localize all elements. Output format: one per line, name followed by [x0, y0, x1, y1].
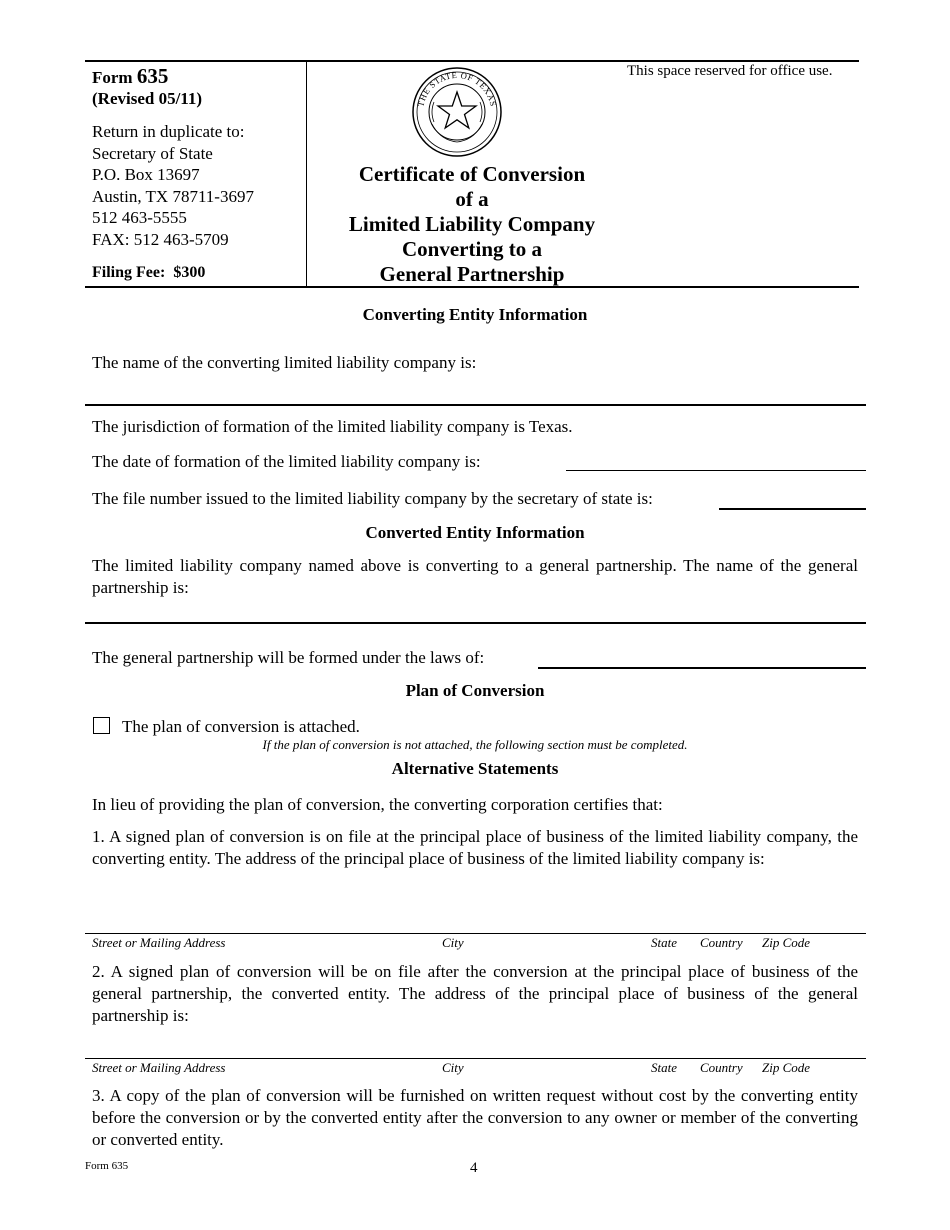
converting-name-field[interactable] — [85, 404, 866, 406]
texas-seal-icon — [410, 66, 504, 158]
form-revised: (Revised 05/11) — [92, 89, 203, 108]
title-line: Converting to a — [402, 237, 542, 261]
address-2-field[interactable] — [85, 1058, 866, 1059]
address-2-city-label: City — [442, 1060, 464, 1075]
address-1-field[interactable] — [85, 933, 866, 934]
address-2-state-label: State — [651, 1060, 677, 1075]
jurisdiction-statement: The jurisdiction of formation of the limited liability company is Texas. — [92, 417, 573, 436]
svg-text:THE STATE OF TEXAS — [415, 70, 498, 108]
return-address — [92, 121, 254, 251]
return-line: 512 463-5555 — [92, 208, 187, 228]
form-label: Form — [92, 68, 137, 87]
filing-fee: Filing Fee: $300 — [92, 264, 206, 281]
alternative-item-1: 1. A signed plan of conversion is on file at the principal place of business of the limited liability company, the converting entity. The address of the principal place of business of the limited liability company is: — [92, 827, 858, 868]
address-2-country-label: Country — [700, 1060, 743, 1075]
converting-heading: Converting Entity Information — [362, 305, 588, 324]
address-1-state-label: State — [651, 935, 677, 950]
laws-prompt: The general partnership will be formed under the laws of: — [92, 648, 485, 667]
plan-note: If the plan of conversion is not attached, the following section must be completed. — [262, 737, 688, 752]
title-line: General Partnership — [379, 262, 565, 286]
address-1-country-label: Country — [700, 935, 743, 950]
plan-attached-label: The plan of conversion is attached. — [122, 717, 360, 736]
office-use-note: This space reserved for office use. — [627, 63, 833, 79]
alternative-item-2: 2. A signed plan of conversion will be on file after the conversion at the principal place of business of the general partnership, the converted entity. The address of the principal place of business of the general partnership is: — [92, 962, 858, 1025]
converted-heading: Converted Entity Information — [365, 523, 585, 542]
return-line: FAX: 512 463-5709 — [92, 229, 229, 249]
title-line: of a — [455, 187, 489, 211]
address-1-street-label: Street or Mailing Address — [92, 935, 226, 950]
title-line: Certificate of Conversion — [358, 162, 586, 186]
plan-attached-checkbox[interactable] — [93, 717, 110, 734]
header-top-rule — [85, 60, 859, 62]
certificate-title — [307, 162, 637, 287]
alternative-intro: In lieu of providing the plan of conversion, the converting corporation certifies that: — [92, 795, 663, 814]
alternative-item-3: 3. A copy of the plan of conversion will be furnished on written request without cost by the converting entity before the conversion or by the converted entity after the conversion to any owner or member of the converting or converted entity. — [92, 1086, 858, 1149]
footer-page-number: 4 — [470, 1160, 478, 1176]
formation-date-prompt: The date of formation of the limited liability company is: — [92, 452, 481, 471]
footer-form-label: Form 635 — [85, 1160, 129, 1172]
alternative-heading: Alternative Statements — [391, 759, 559, 778]
formation-date-field[interactable] — [566, 470, 866, 471]
return-line: Austin, TX 78711-3697 — [92, 186, 254, 206]
file-number-field[interactable] — [719, 508, 866, 510]
address-1-city-label: City — [442, 935, 464, 950]
form-number: 635 — [136, 64, 169, 88]
form-identifier — [92, 64, 168, 90]
address-2-street-label: Street or Mailing Address — [92, 1060, 226, 1075]
converted-paragraph: The limited liability company named above is converting to a general partnership. The name of the general partnership is: — [92, 556, 858, 597]
seal-text: THE STATE OF TEXAS — [415, 69, 499, 108]
partnership-name-field[interactable] — [85, 622, 866, 624]
address-2-zip-label: Zip Code — [762, 1060, 811, 1075]
file-number-prompt: The file number issued to the limited liability company by the secretary of state is: — [92, 489, 653, 508]
address-1-zip-label: Zip Code — [762, 935, 811, 950]
plan-heading: Plan of Conversion — [405, 681, 545, 700]
return-line: P.O. Box 13697 — [92, 165, 200, 185]
converting-name-prompt: The name of the converting limited liability company is: — [92, 353, 477, 372]
title-line: Limited Liability Company — [348, 212, 596, 236]
laws-field[interactable] — [538, 667, 866, 669]
return-line: Secretary of State — [92, 143, 213, 163]
return-line: Return in duplicate to: — [92, 122, 245, 141]
